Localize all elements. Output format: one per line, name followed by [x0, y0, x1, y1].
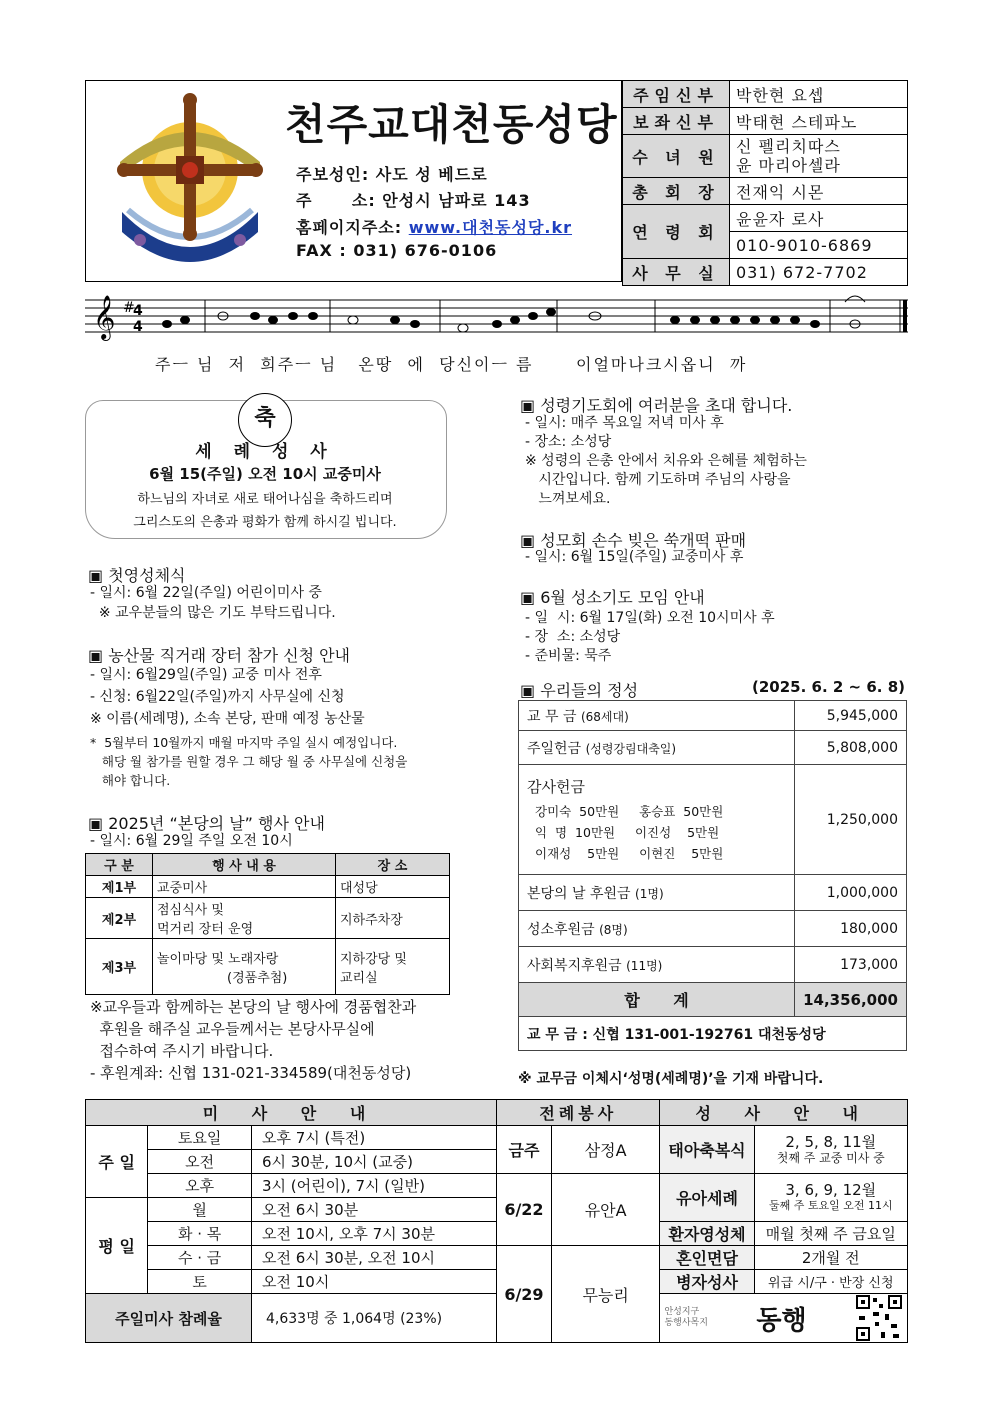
thanks-line: 강미숙 50만원 홍승표 50만원	[535, 803, 724, 819]
content: 교중미사	[153, 876, 336, 898]
homepage	[296, 215, 572, 238]
staff-key: 보좌신부	[623, 108, 730, 135]
mass-day: 수 · 금	[148, 1246, 252, 1270]
staff-value: 010-9010-6869	[730, 232, 908, 259]
offering-label	[519, 701, 795, 731]
staff-value: 윤윤자 로사	[730, 205, 908, 232]
part: 제2부	[86, 898, 153, 939]
staff-value: 박태현 스테파노	[730, 108, 908, 135]
col-header: 구 분	[86, 854, 153, 876]
weekday-label: 평 일	[86, 1198, 148, 1294]
serve-team: 유안A	[551, 1174, 660, 1246]
total-amount: 14,356,000	[795, 983, 907, 1017]
content	[153, 898, 336, 939]
sacrament-header: 성 사 안 내	[660, 1100, 908, 1126]
sacrament-name: 혼인면담	[660, 1246, 754, 1270]
prayer-line: - 일 시: 6월 17일(화) 오전 10시미사 후	[525, 610, 775, 626]
music-score	[85, 288, 908, 350]
part: 제1부	[86, 876, 153, 898]
label: 사회복지후원금	[527, 957, 622, 974]
serve-header: 전례봉사	[497, 1100, 660, 1126]
content-line: 먹거리 장터 운영	[157, 922, 254, 937]
homepage-label: 홈페이지주소:	[296, 218, 409, 237]
serve-team: 무능리	[551, 1246, 660, 1343]
mass-time: 오전 6시 30분, 오전 10시	[251, 1246, 496, 1270]
col-header: 장 소	[336, 854, 450, 876]
donghaeng-logo: 동행	[756, 1305, 807, 1336]
sister-1: 신 펠리치따스	[736, 137, 841, 156]
mass-day: 오전	[148, 1150, 252, 1174]
label: 본당의 날 후원금	[527, 885, 631, 902]
staff-value: 031) 672-7702	[730, 259, 908, 286]
logo-caption-1: 안성지구	[664, 1307, 700, 1317]
note: (성령강림대축일)	[585, 741, 677, 756]
market-apply: - 신청: 6월22일(주일)까지 사무실에 신청	[90, 689, 345, 705]
sacrament-detail: 위급 시/구 · 반장 신청	[754, 1270, 907, 1294]
holyspirit-heading: ▣ 성령기도회에 여러분을 초대 합니다.	[520, 396, 793, 415]
staff-value: 박한현 요셉	[730, 81, 908, 108]
prayer-lines	[525, 609, 775, 666]
attendance-label: 주일미사 참례율	[86, 1294, 252, 1343]
patron-saint: 주보성인: 사도 성 베드로	[296, 165, 488, 184]
serve-week: 금주	[497, 1126, 552, 1174]
note: (11명)	[626, 958, 663, 973]
col-header: 행 사 내 용	[153, 854, 336, 876]
note-line: ※교우들과 함께하는 본당의 날 행사에 경품협찬과	[90, 998, 417, 1016]
svg-text:#: #	[123, 300, 135, 316]
logo-caption	[664, 1307, 707, 1329]
offering-amount: 5,808,000	[795, 731, 907, 765]
hs-line: 느껴보세요.	[525, 491, 611, 507]
note-line: 접수하여 주시기 바랍니다.	[90, 1042, 274, 1060]
mass-time: 오전 10시, 오후 7시 30분	[251, 1222, 496, 1246]
thanks-label: 감사헌금	[527, 777, 585, 796]
sacrament-name: 유아세례	[660, 1174, 754, 1222]
hs-line: ※ 성령의 은총 안에서 치유와 은혜를 체험하는	[525, 453, 807, 469]
detail-line: 둘째 주 토요일 오전 11시	[768, 1198, 893, 1212]
market-note-1: * 5월부터 10월까지 매월 마지막 주일 실시 예정입니다.	[90, 735, 398, 750]
thanks-amount: 1,250,000	[795, 765, 907, 875]
note-line: - 후원계좌: 신협 131-021-334589(대천동성당)	[90, 1064, 412, 1082]
prayer-line: - 준비물: 묵주	[525, 648, 612, 664]
baptism-message-2: 그리스도의 은총과 평화가 함께 하시길 빕니다.	[133, 515, 397, 530]
staff-key: 주임신부	[623, 81, 730, 108]
staff-key: 사 무 실	[623, 259, 730, 286]
thanks-list	[527, 801, 786, 864]
sacrament-detail	[754, 1126, 907, 1174]
attendance-value: 4,633명 중 1,064명 (23%)	[251, 1294, 496, 1343]
hymn-lyrics: 주ㅡ 님 저 희주ㅡ 님 온땅 에 당신이ㅡ 름 이얼마나크시옵니 까	[155, 355, 748, 374]
staff-value: 전재익 시몬	[730, 178, 908, 205]
holyspirit-lines	[525, 414, 807, 509]
church-emblem	[110, 92, 270, 267]
note: (8명)	[599, 922, 628, 937]
market-date: - 일시: 6월29일(주일) 교중 미사 전후	[90, 667, 322, 683]
market-note-3: 해야 합니다.	[90, 773, 171, 788]
staff-table	[622, 80, 908, 286]
detail-line: 첫째 주 교중 미사 중	[776, 1150, 885, 1165]
baptism-message-1: 하느님의 자녀로 새로 태어나심을 축하드리며	[137, 492, 393, 507]
mass-time: 6시 30분, 10시 (교중)	[251, 1150, 496, 1174]
hs-line: - 일시: 매주 목요일 저녁 미사 후	[525, 415, 724, 431]
communion-note: ※ 교우분들의 많은 기도 부탁드립니다.	[90, 605, 336, 621]
mass-time: 3시 (어린이), 7시 (일반)	[251, 1174, 496, 1198]
market-heading: ▣ 농산물 직거래 장터 참가 신청 안내	[88, 646, 351, 665]
celebration-badge: 축	[238, 393, 292, 447]
baptism-date: 6월 15(주일) 오전 10시 교중미사	[149, 465, 381, 483]
parishday-heading: ▣ 2025년 “본당의 날” 행사 안내	[88, 814, 325, 833]
hs-line: 시간입니다. 함께 기도하며 주님의 사랑을	[525, 472, 791, 488]
thanks-line: 이재성 5만원 이현진 5만원	[535, 845, 724, 861]
market-info: ※ 이름(세례명), 소속 본당, 판매 예정 농산물	[90, 711, 365, 727]
sister-2: 윤 마리아셀라	[736, 156, 841, 175]
offering-table	[518, 700, 907, 1051]
detail-line: 3, 6, 9, 12월	[785, 1180, 877, 1199]
mass-guide-header: 미 사 안 내	[86, 1100, 497, 1126]
serve-week: 6/29	[497, 1246, 552, 1343]
offering-heading: ▣ 우리들의 정성	[520, 681, 639, 700]
content-line: (경품추첨)	[227, 970, 288, 986]
ricecake-heading: ▣ 성모회 손수 빚은 쑥개떡 판매	[520, 531, 747, 550]
offering-account: 교 무 금 : 신협 131-001-192761 대천동성당	[519, 1017, 907, 1051]
mass-day: 토요일	[148, 1126, 252, 1150]
market-note-2: 해당 월 참가를 원할 경우 그 해당 월 중 사무실에 신청을	[90, 754, 408, 769]
parishday-table	[85, 853, 450, 995]
communion-date: - 일시: 6월 22일(주일) 어린이미사 중	[90, 585, 322, 601]
svg-text:𝄞: 𝄞	[93, 295, 116, 339]
mass-day: 토	[148, 1270, 252, 1294]
mass-day: 월	[148, 1198, 252, 1222]
place: 지하주차장	[336, 898, 450, 939]
staff-key: 연 령 회	[623, 205, 730, 259]
place: 대성당	[336, 876, 450, 898]
sacrament-detail: 2개월 전	[754, 1246, 907, 1270]
hs-line: - 장소: 소성당	[525, 434, 612, 450]
parishday-date: - 일시: 6월 29일 주일 오전 10시	[90, 833, 293, 849]
sacrament-name: 태아축복식	[660, 1126, 754, 1174]
svg-text:4: 4	[133, 319, 143, 335]
thanks-offering	[519, 765, 795, 875]
note-line: 후원을 해주실 교우들께서는 본당사무실에	[90, 1020, 375, 1038]
communion-heading: ▣ 첫영성체식	[88, 566, 186, 585]
label: 성소후원금	[527, 921, 595, 938]
mass-day: 화 · 목	[148, 1222, 252, 1246]
place	[336, 939, 450, 995]
baptism-title: 세 례 성 사	[195, 442, 335, 462]
sacrament-name: 병자성사	[660, 1270, 754, 1294]
sunday-label: 주 일	[86, 1126, 148, 1198]
offering-label	[519, 731, 795, 765]
prayer-line: - 장 소: 소성당	[525, 629, 621, 645]
parishday-notes	[90, 996, 416, 1084]
total-label: 합 계	[519, 983, 795, 1017]
mass-time: 오전 10시	[251, 1270, 496, 1294]
content	[153, 939, 336, 995]
ricecake-date: - 일시: 6월 15일(주일) 교중미사 후	[525, 549, 744, 565]
place-line: 교리실	[340, 970, 378, 986]
offering-period: (2025. 6. 2 ~ 6. 8)	[752, 678, 905, 696]
detail-line: 2, 5, 8, 11월	[785, 1132, 877, 1151]
page-title: 천주교대천동성당	[285, 100, 618, 149]
mass-day: 오후	[148, 1174, 252, 1198]
fax: FAX : 031) 676-0106	[296, 241, 498, 260]
sacrament-name: 환자영성체	[660, 1222, 754, 1246]
thanks-line: 익 명 10만원 이진성 5만원	[535, 824, 720, 840]
sacrament-detail: 매월 첫째 주 금요일	[754, 1222, 907, 1246]
note: (68세대)	[580, 709, 629, 724]
staff-key: 수 녀 원	[623, 135, 730, 178]
staff-key: 총 회 장	[623, 178, 730, 205]
label: 주일헌금	[527, 740, 582, 757]
offering-label	[519, 911, 795, 947]
prayer-heading: ▣ 6월 성소기도 모임 안내	[520, 588, 705, 607]
content-line: 점심식사 및	[157, 903, 224, 918]
note: (1명)	[635, 886, 664, 901]
address: 주 소: 안성시 남파로 143	[296, 191, 531, 210]
serve-week: 6/22	[497, 1174, 552, 1246]
svg-text:4: 4	[133, 303, 143, 319]
qr-code-icon[interactable]	[855, 1294, 903, 1342]
logo-caption-2: 동행사목지	[664, 1318, 708, 1328]
offering-amount: 180,000	[795, 911, 907, 947]
mass-time: 오전 6시 30분	[251, 1198, 496, 1222]
staff-value	[730, 135, 908, 178]
place-line: 지하강당 및	[340, 951, 407, 967]
market-note	[90, 733, 407, 790]
serve-team: 삼정A	[551, 1126, 660, 1174]
offering-amount: 5,945,000	[795, 701, 907, 731]
offering-amount: 1,000,000	[795, 875, 907, 911]
offering-label	[519, 875, 795, 911]
label: 교 무 금	[527, 708, 577, 725]
logo-cell	[660, 1294, 908, 1343]
offering-label	[519, 947, 795, 983]
homepage-link[interactable]: www.대천동성당.kr	[408, 218, 573, 237]
offering-amount: 173,000	[795, 947, 907, 983]
mass-time: 오후 7시 (특전)	[251, 1126, 496, 1150]
content-line: 놀이마당 및 노래자랑	[157, 951, 279, 967]
sacrament-detail	[754, 1174, 907, 1222]
offering-note: ※ 교무금 이체시‘성명(세례명)’을 기재 바랍니다.	[518, 1071, 824, 1087]
part: 제3부	[86, 939, 153, 995]
guide-table	[85, 1099, 908, 1343]
